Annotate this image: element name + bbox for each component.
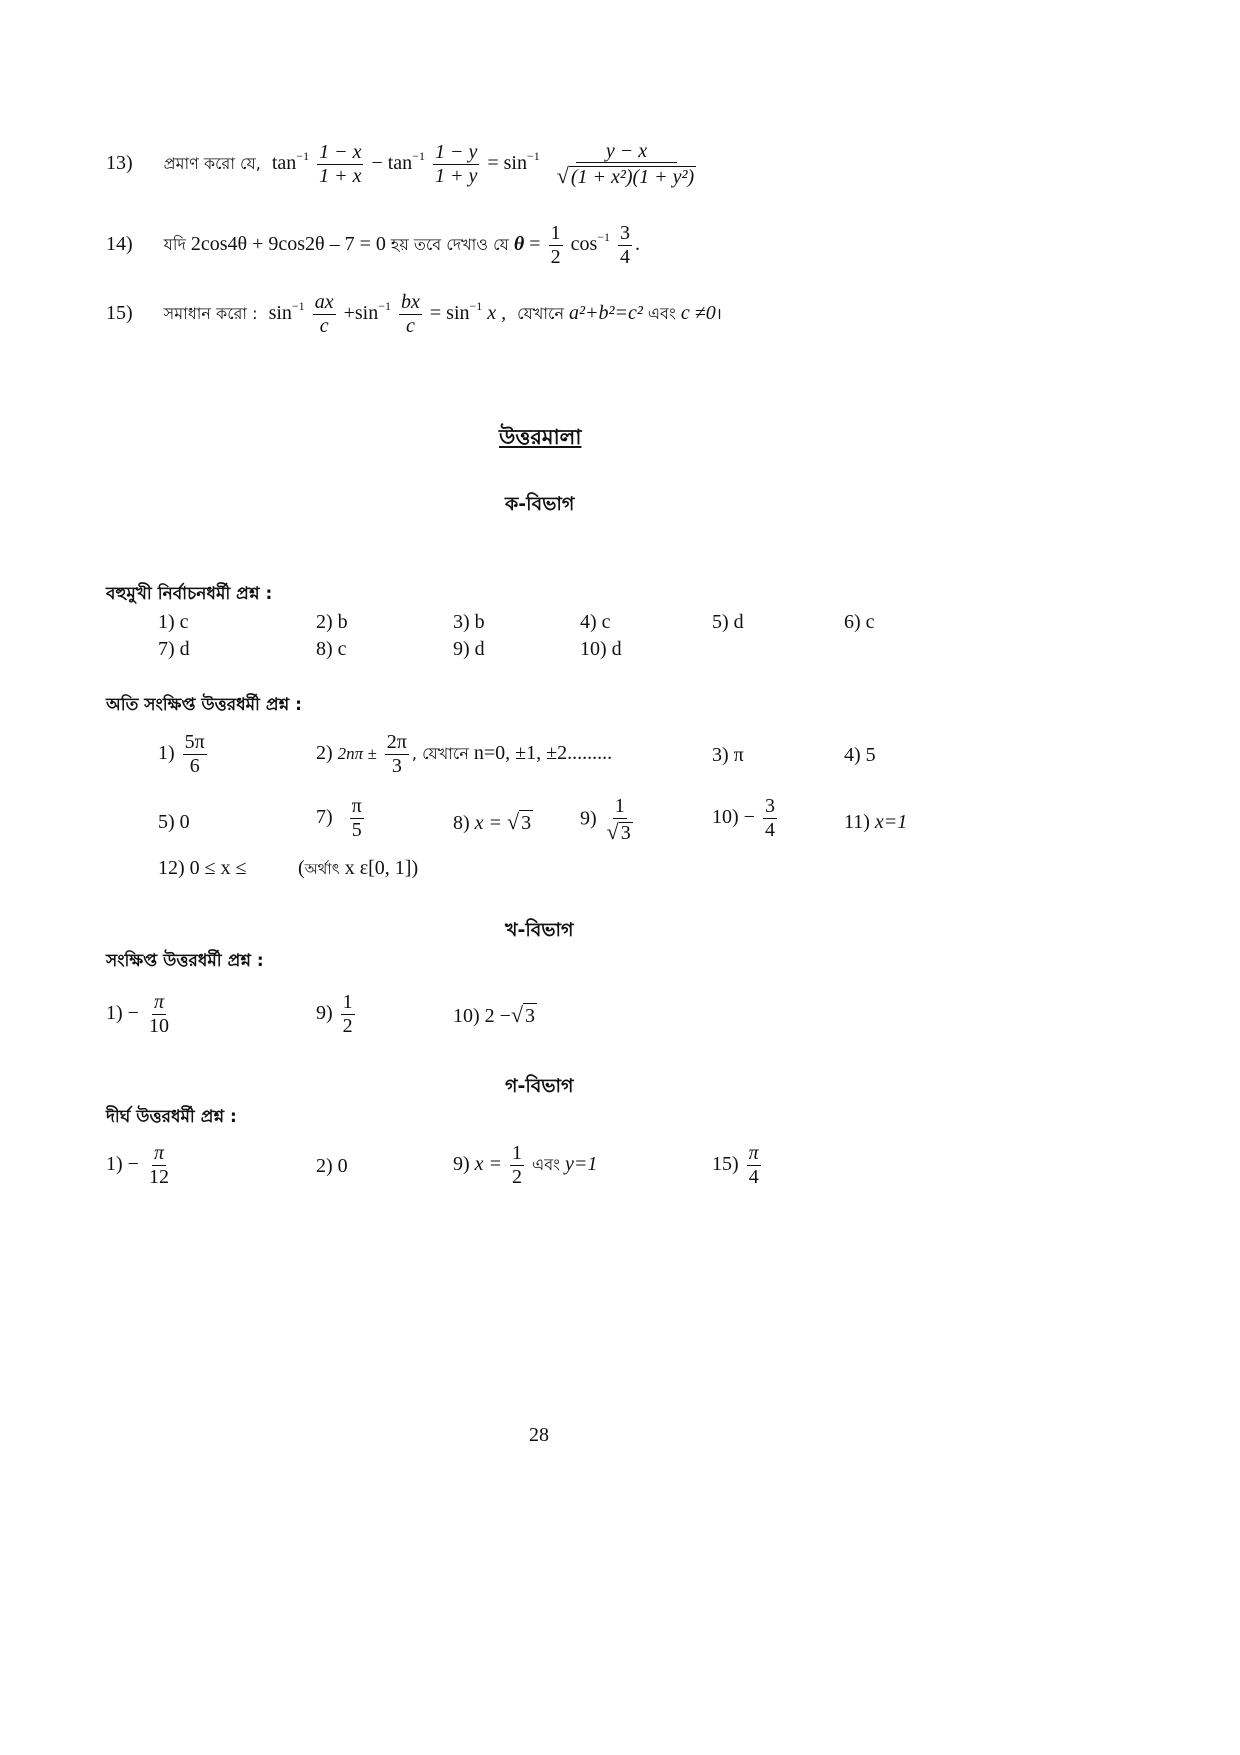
la-answer-1: 1) − $\frac{\pi}{12}$ (106, 1142, 169, 1188)
vsa-answer-5: 5) 0 (158, 811, 190, 833)
mcq-answer: 8) c (316, 638, 347, 660)
fraction: $\frac{1 - y}{1 + y}$ (434, 141, 478, 187)
vsa-answer-11: 11) x=1 (844, 811, 908, 833)
sqrt-sign: √ (510, 1002, 524, 1027)
la-answer-15: 15) $\frac{\pi}{4}$ (712, 1142, 759, 1188)
vsa-answer-10: 10) − $\frac{3}{4}$ (712, 795, 775, 841)
vsa-answer-1: 1) $\frac{5\pi}{6}$ (158, 731, 205, 777)
answers-title: উত্তরমালা (499, 425, 582, 449)
mcq-answer: 7) d (158, 638, 190, 660)
mcq-answer: 1) c (158, 611, 189, 633)
vsa-answer-4: 4) 5 (844, 744, 876, 766)
mcq-answer: 2) b (316, 611, 348, 633)
la-answer-9: 9) x = $\frac{1}{2}$ এবং y=1 (453, 1142, 598, 1188)
mcq-answer: 9) d (453, 638, 485, 660)
fraction: $\frac{bx}{c}$ (400, 291, 420, 337)
mcq-answer: 10) d (580, 638, 622, 660)
vsa-answer-3: 3) π (712, 744, 744, 766)
tan-function: tan (387, 152, 413, 175)
vsa-answer-12-note: (অর্থাৎ x ε[0, 1]) (298, 857, 419, 879)
fraction: $\frac{ax}{c}$ (314, 291, 334, 337)
vsa-answer-9: 9) $\frac{1}{√ 3}$ (580, 795, 631, 844)
question-text: প্রমাণ করো যে, (163, 154, 261, 174)
vsa-heading: অতি সংক্ষিপ্ত উত্তরধর্মী প্রশ্ন : (106, 695, 302, 715)
la-heading: দীর্ঘ উত্তরধর্মী প্রশ্ন : (106, 1107, 237, 1127)
la-answer-2: 2) 0 (316, 1155, 348, 1177)
vsa-answer-2: 2) 2nπ ± $\frac{2\pi}{3}$ , যেখানে n=0, ±1, ±2......... (316, 731, 613, 777)
page-number: 28 (529, 1424, 549, 1446)
vsa-answer-12: 12) 0 ≤ x ≤ (158, 857, 247, 879)
fraction: $\frac{1 - x}{1 + x}$ (319, 141, 362, 187)
mcq-answer: 4) c (580, 611, 611, 633)
mcq-answer: 3) b (453, 611, 485, 633)
vsa-answer-7: 7) $\frac{\pi}{5}$ (316, 795, 362, 841)
fraction: $\frac{1}{2}$ (550, 222, 561, 268)
question-13: 13) প্রমাণ করো যে, $\tan^{-1}$ $\frac{1 - x}{1 + x}$ − $\tan^{-1}$ $\frac{1 - y}{1 + y}$ = $\sin^{-1}$ $\frac{y - x}{\text{√ (1 + x²)(1 + y²)}}$ (106, 141, 701, 188)
tan-function: tan (271, 152, 297, 175)
vsa-answer-8: 8) x = √ 3 (453, 809, 532, 834)
section-b-heading: খ-বিভাগ (505, 919, 574, 941)
sa-answer-1: 1) − $\frac{\pi}{10}$ (106, 991, 169, 1037)
equation: 2cos4θ + 9cos2θ – 7 = 0 (190, 233, 386, 256)
sqrt-sign: √ (556, 163, 569, 188)
mcq-answer: 5) d (712, 611, 744, 633)
fraction: $\frac{3}{4}$ (620, 222, 631, 268)
fraction: $\frac{y - x}{\text{√ (1 + x²)(1 + y²)}}$ (556, 140, 695, 188)
question-15: 15) সমাধান করো : $\sin^{-1}$ $\frac{ax}{c}$ $+\sin^{-1}$ $\frac{bx}{c}$ = $\sin^{-1} x$ , যেখানে a²+b²=c² এবং c ≠0। (106, 291, 722, 337)
mcq-answer: 6) c (844, 611, 875, 633)
sa-answer-10: 10) 2 −√ 3 (453, 1002, 536, 1027)
sa-answer-9: 9) $\frac{1}{2}$ (316, 991, 353, 1037)
section-c-heading: গ-বিভাগ (505, 1075, 574, 1097)
question-number: 13) (106, 152, 133, 175)
question-number: 15) (106, 302, 133, 325)
question-14: 14) যদি 2cos4θ + 9cos2θ – 7 = 0 হয় তবে দেখাও যে θ = $\frac{1}{2}$ $\cos^{-1}$ $\frac{3}{4}$ . (106, 222, 641, 268)
sqrt-sign: √ (507, 809, 520, 834)
sin-function: sin (503, 152, 527, 175)
sqrt-sign: √ (606, 819, 619, 844)
section-a-heading: ক-বিভাগ (505, 493, 575, 515)
mcq-heading: বহুমুখী নির্বাচনধর্মী প্রশ্ন : (106, 584, 273, 604)
sa-heading: সংক্ষিপ্ত উত্তরধর্মী প্রশ্ন : (106, 951, 264, 971)
question-number: 14) (106, 233, 133, 256)
